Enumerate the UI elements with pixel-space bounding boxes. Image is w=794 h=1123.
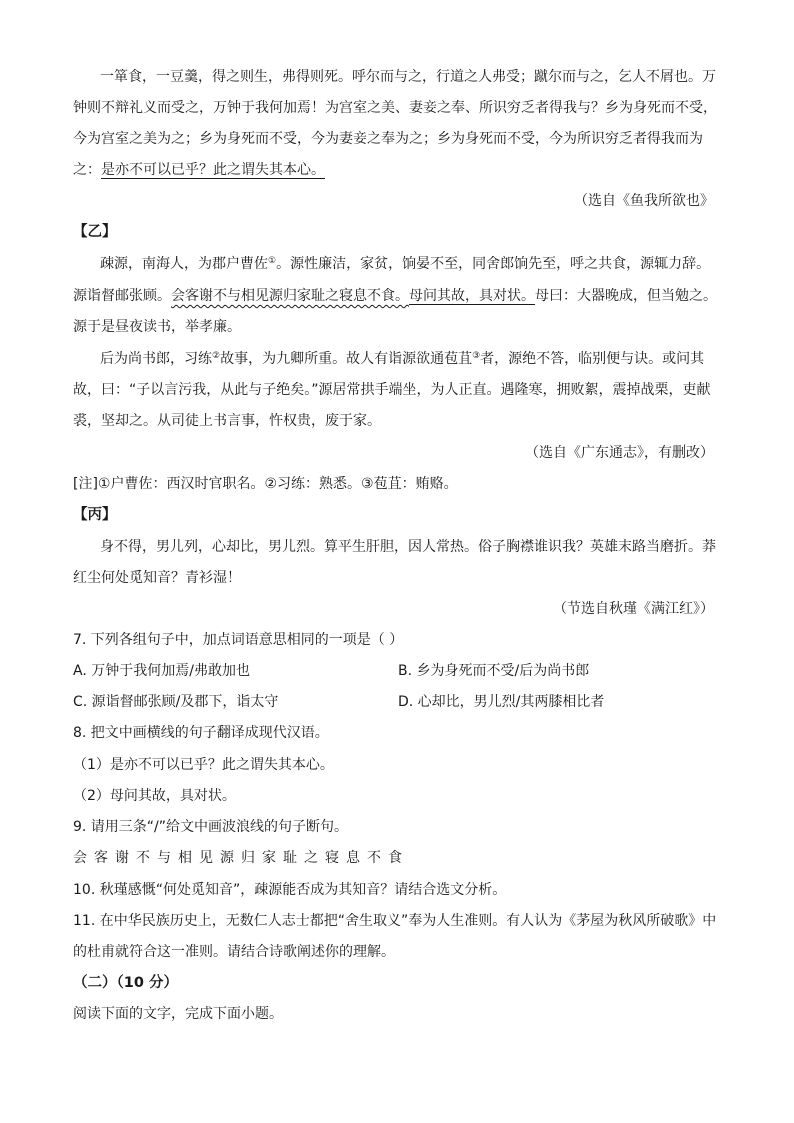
question-7-option-b: B. 乡为身死而不受/后为尚书郎 <box>398 663 590 679</box>
question-9-sentence: 会客谢不与相见源归家耻之寝息不食 <box>73 850 409 866</box>
question-11-line-2: 的杜甫就符合这一准则。请结合诗歌阐述你的理解。 <box>73 944 395 960</box>
footnote-mark-3: ③ <box>472 351 481 361</box>
bing-line-1: 身不得，男儿列，心却比，男儿烈。算平生肝胆，因人常热。俗子胸襟谁识我？英雄末路当磨折。莽 <box>100 539 716 555</box>
jia-line-4-lead: 之： <box>73 162 101 178</box>
question-8-part-1: （1）是亦不可以已乎？此之谓失其本心。 <box>73 757 334 773</box>
jia-source: （选自《鱼我所欲也》 <box>574 193 714 209</box>
footnote-mark-1: ① <box>268 256 277 266</box>
jia-underlined-sentence: 是亦不可以已乎？此之谓失其本心。 <box>101 162 325 178</box>
question-7: 7. 下列各组句子中，加点词语意思相同的一项是（ ） <box>73 632 404 648</box>
question-11-line-1: 11. 在中华民族历史上，无数仁人志士都把“舍生取义”奉为人生准则。有人认为《茅屋为秋风所破歌》中 <box>73 913 717 929</box>
bing-source: （节选自秋瑾《满江红》） <box>553 601 714 617</box>
yi-wavy-sentence: 会客谢不与相见源归家耻之寝息不食。 <box>171 288 409 304</box>
yi-line-2 <box>73 288 717 304</box>
footnote-mark-2: ② <box>212 351 221 361</box>
bing-heading: 【丙】 <box>73 507 117 523</box>
yi-underlined-sentence: 母问其故，具对状。 <box>409 288 535 304</box>
yi-line-4b: 故事，为九卿所重。故人有诣源欲通苞苴 <box>220 351 473 367</box>
question-8: 8. 把文中画横线的句子翻译成现代汉语。 <box>73 725 329 741</box>
question-10: 10. 秋瑾感慨“何处觅知音”，疎源能否成为其知音？请结合选文分析。 <box>73 882 507 898</box>
question-7-option-a: A. 万钟于我何加焉/弗敢加也 <box>73 663 250 679</box>
yi-source: （选自《广东通志》，有删改） <box>525 445 714 461</box>
yi-line-4a: 后为尚书郎，习练 <box>100 351 212 367</box>
question-9: 9. 请用三条“/”给文中画波浪线的句子断句。 <box>73 819 349 835</box>
yi-footnotes: [注]①户曹佐：西汉时官职名。②习练：熟悉。③苞苴：贿赂。 <box>73 476 458 492</box>
section-2-heading: （二）（10 分） <box>73 975 178 991</box>
jia-line-2: 钟则不辩礼义而受之，万钟于我何加焉！为宫室之美、妻妾之奉、所识穷乏者得我与？乡为身死而不受， <box>73 100 717 116</box>
yi-line-1 <box>100 256 710 272</box>
section-2-instruction: 阅读下面的文字，完成下面小题。 <box>73 1006 283 1022</box>
yi-line-6: 裘，坚却之。从司徒上书言事，忤权贵，废于家。 <box>73 413 381 429</box>
yi-line-4 <box>100 351 704 367</box>
jia-line-4 <box>73 162 325 178</box>
yi-heading: 【乙】 <box>73 224 117 240</box>
yi-line-1b: 。源性廉洁，家贫，饷晏不至，同舍郎饷先至，呼之共食，源辄力辞。 <box>276 256 711 272</box>
yi-line-5: 故，曰：“子以言污我，从此与子绝矣。”源居常拱手端坐，为人正直。遇隆寒，拥败絮，震掉战栗，吏献 <box>73 382 711 398</box>
bing-line-2: 红尘何处觅知音？青衫湿！ <box>73 570 241 586</box>
question-7-option-c: C. 源诣督邮张顾/及郡下，诣太守 <box>73 694 279 710</box>
yi-line-3: 源于是昼夜读书，举孝廉。 <box>73 319 241 335</box>
yi-line-2d: 母曰：大器晚成，但当勉之。 <box>535 288 717 304</box>
question-7-option-d: D. 心却比，男儿烈/其两膝相比者 <box>398 694 605 710</box>
question-8-part-2: （2）母问其故，具对状。 <box>73 788 236 804</box>
yi-line-4c: 者，源绝不答，临别便与诀。或问其 <box>480 351 705 367</box>
jia-line-3: 今为宫室之美为之；乡为身死而不受，今为妻妾之奉为之；乡为身死而不受，今为所识穷乏者得我而为 <box>73 131 703 147</box>
jia-line-1: 一箪食，一豆羹，得之则生，弗得则死。呼尔而与之，行道之人弗受；蹴尔而与之，乞人不屑也。万 <box>100 69 716 85</box>
yi-line-2a: 源诣督邮张顾。 <box>73 288 171 304</box>
yi-line-1a: 疎源，南海人，为郡户曹佐 <box>100 256 268 272</box>
